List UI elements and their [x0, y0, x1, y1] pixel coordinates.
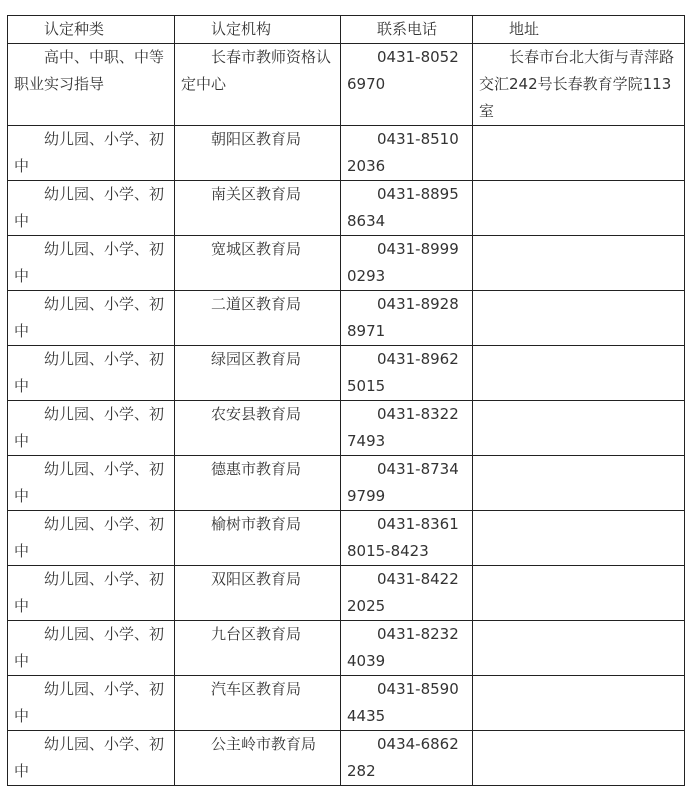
table-row — [8, 456, 685, 511]
cell-address — [473, 126, 685, 181]
cell-type: 幼儿园、小学、初中 — [8, 181, 175, 236]
table-row — [8, 401, 685, 456]
certification-table — [7, 15, 685, 786]
cell-type: 幼儿园、小学、初中 — [8, 346, 175, 401]
table-header-row — [8, 16, 685, 44]
cell-agency: 南关区教育局 — [175, 181, 341, 236]
cell-address — [473, 676, 685, 731]
cell-phone: 0431-85904435 — [341, 676, 473, 731]
cell-agency: 农安县教育局 — [175, 401, 341, 456]
header-type: 认定种类 — [8, 16, 175, 44]
cell-phone: 0431-87349799 — [341, 456, 473, 511]
cell-phone: 0431-85102036 — [341, 126, 473, 181]
cell-type: 幼儿园、小学、初中 — [8, 126, 175, 181]
cell-agency: 长春市教师资格认定中心 — [175, 44, 341, 126]
cell-phone: 0431-80526970 — [341, 44, 473, 126]
table-row — [8, 126, 685, 181]
cell-phone: 0431-83227493 — [341, 401, 473, 456]
cell-agency: 德惠市教育局 — [175, 456, 341, 511]
cell-phone: 0431-84222025 — [341, 566, 473, 621]
cell-agency: 榆树市教育局 — [175, 511, 341, 566]
cell-agency: 朝阳区教育局 — [175, 126, 341, 181]
cell-phone: 0431-88958634 — [341, 181, 473, 236]
cell-agency: 双阳区教育局 — [175, 566, 341, 621]
cell-agency: 绿园区教育局 — [175, 346, 341, 401]
cell-type: 幼儿园、小学、初中 — [8, 566, 175, 621]
cell-address — [473, 181, 685, 236]
cell-type: 幼儿园、小学、初中 — [8, 621, 175, 676]
cell-address — [473, 291, 685, 346]
cell-phone: 0431-89990293 — [341, 236, 473, 291]
cell-address — [473, 401, 685, 456]
cell-type: 幼儿园、小学、初中 — [8, 676, 175, 731]
cell-phone: 0431-83618015-8423 — [341, 511, 473, 566]
table-row — [8, 621, 685, 676]
cell-type: 高中、中职、中等职业实习指导 — [8, 44, 175, 126]
header-phone: 联系电话 — [341, 16, 473, 44]
table-row — [8, 346, 685, 401]
cell-address — [473, 731, 685, 786]
cell-type: 幼儿园、小学、初中 — [8, 731, 175, 786]
table-row — [8, 731, 685, 786]
cell-address — [473, 236, 685, 291]
cell-agency: 汽车区教育局 — [175, 676, 341, 731]
cell-phone: 0431-89625015 — [341, 346, 473, 401]
cell-agency: 二道区教育局 — [175, 291, 341, 346]
cell-type: 幼儿园、小学、初中 — [8, 291, 175, 346]
cell-address — [473, 566, 685, 621]
table-row — [8, 676, 685, 731]
cell-phone: 0434-6862282 — [341, 731, 473, 786]
cell-agency: 宽城区教育局 — [175, 236, 341, 291]
cell-agency: 公主岭市教育局 — [175, 731, 341, 786]
table-row — [8, 181, 685, 236]
cell-address — [473, 346, 685, 401]
table-row — [8, 566, 685, 621]
cell-type: 幼儿园、小学、初中 — [8, 511, 175, 566]
cell-agency: 九台区教育局 — [175, 621, 341, 676]
cell-address — [473, 621, 685, 676]
table-row — [8, 291, 685, 346]
cell-type: 幼儿园、小学、初中 — [8, 456, 175, 511]
cell-address — [473, 456, 685, 511]
header-agency: 认定机构 — [175, 16, 341, 44]
table-row — [8, 44, 685, 126]
cell-phone: 0431-82324039 — [341, 621, 473, 676]
table-row — [8, 236, 685, 291]
cell-type: 幼儿园、小学、初中 — [8, 401, 175, 456]
table-row — [8, 511, 685, 566]
cell-type: 幼儿园、小学、初中 — [8, 236, 175, 291]
cell-address — [473, 511, 685, 566]
cell-phone: 0431-89288971 — [341, 291, 473, 346]
cell-address: 长春市台北大街与青萍路交汇242号长春教育学院113室 — [473, 44, 685, 126]
header-address: 地址 — [473, 16, 685, 44]
